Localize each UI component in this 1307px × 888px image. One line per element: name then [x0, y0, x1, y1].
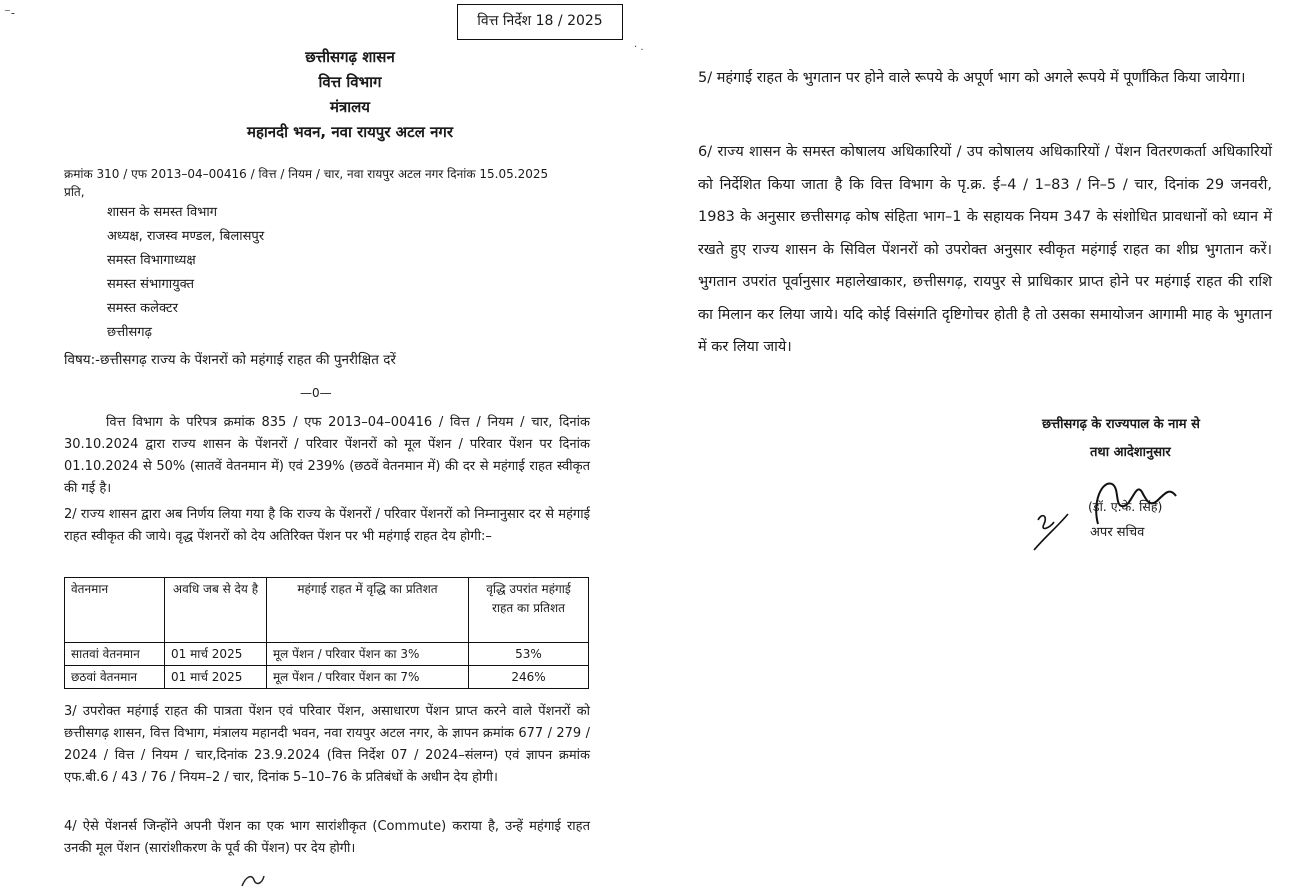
relief-rate-table	[64, 577, 589, 689]
recipient-item: समस्त कलेक्टर	[107, 301, 178, 316]
table-cell: 01 मार्च 2025	[165, 643, 267, 666]
table-header-cell: वेतनमान	[65, 578, 165, 643]
table-cell: छठवां वेतनमान	[65, 666, 165, 689]
right-page	[634, 0, 1307, 888]
paragraph-3: 3/ उपरोक्त महंगाई राहत की पात्रता पेंशन एवं परिवार पेंशन, असाधारण पेंशन प्राप्त करने वाले पेंशनरों को छत्तीसगढ़ शासन, वित्त विभाग, मंत्रालय महानदी भवन, नवा रायपुर अटल नगर, के ज्ञापन क्रमांक 677 / 279 / 2024 / वित्त / नियम / चार,दिनांक 23.9.2024 (वित्त निर्देश 07 / 2024–संलग्न) एवं ज्ञापन क्रमांक एफ.बी.6 / 43 / 76 / नियम–2 / चार, दिनांक 5–10–76 के प्रतिबंधों के अधीन देय होगी।	[64, 704, 590, 785]
header-department: वित्त विभाग	[318, 73, 382, 91]
table-cell: मूल पेंशन / परिवार पेंशन का 7%	[267, 666, 469, 689]
recipient-item: समस्त संभागायुक्त	[107, 277, 195, 292]
page-mark-icon	[238, 872, 268, 888]
table-cell: 01 मार्च 2025	[165, 666, 267, 689]
signatory-name: (डॉ. ए.के. सिंह)	[1088, 499, 1163, 514]
recipient-item: छत्तीसगढ़	[107, 325, 152, 340]
table-row	[65, 666, 589, 689]
recipient-item: अध्यक्ष, राजस्व मण्डल, बिलासपुर	[107, 229, 265, 244]
separator: —0—	[300, 386, 332, 400]
paragraph-4: 4/ ऐसे पेंशनर्स जिन्होंने अपनी पेंशन का एक भाग सारांशीकृत (Commute) कराया है, उन्हें महंगाई राहत उनकी मूल पेंशन (सारांशीकरण के पूर्व की पेंशन) पर देय होगी।	[64, 819, 590, 856]
scan-mark: · .	[634, 42, 644, 53]
paragraph-5: 5/ महंगाई राहत के भुगतान पर होने वाले रूपये के अपूर्ण भाग को अगले रूपये में पूर्णांकित किया जायेगा।	[698, 70, 1246, 86]
table-header-cell: वृद्धि उपरांत महंगाई राहत का प्रतिशत	[469, 578, 589, 643]
reference-line: क्रमांक 310 / एफ 2013–04–00416 / वित्त / नियम / चार, नवा रायपुर अटल नगर दिनांक 15.05.2025	[64, 167, 549, 181]
table-header-row	[65, 578, 589, 643]
scan-mark: ⁻˗	[4, 6, 15, 21]
recipient-item: शासन के समस्त विभाग	[107, 205, 218, 220]
recipient-item: समस्त विभागाध्यक्ष	[107, 253, 196, 268]
signature-authority-line: छत्तीसगढ़ के राज्यपाल के नाम से	[1042, 417, 1200, 432]
header-government: छत्तीसगढ़ शासन	[305, 48, 395, 66]
left-page	[0, 0, 650, 888]
header-address: महानदी भवन, नवा रायपुर अटल नगर	[246, 123, 454, 141]
subject-line: विषय:-छत्तीसगढ़ राज्य के पेंशनरों को महंगाई राहत की पुनरीक्षित दरें	[64, 352, 396, 368]
document-number-box: वित्त निर्देश 18 / 2025	[457, 4, 623, 40]
table-header-cell: अवधि जब से देय है	[165, 578, 267, 643]
table-cell: मूल पेंशन / परिवार पेंशन का 3%	[267, 643, 469, 666]
header-ministry: मंत्रालय	[329, 98, 370, 116]
table-cell: 53%	[469, 643, 589, 666]
paragraph-1: वित्त विभाग के परिपत्र क्रमांक 835 / एफ 2013–04–00416 / वित्त / नियम / चार, दिनांक 30.10.2024 द्वारा राज्य शासन के पेंशनरों / परिवार पेंशनरों को मूल पेंशन / परिवार पेंशन पर दिनांक 01.10.2024 से 50% (सातवें वेतनमान में) एवं 239% (छठवें वेतनमान में) की दर से महंगाई राहत स्वीकृत की गई है।	[64, 415, 590, 496]
table-row	[65, 643, 589, 666]
signature-order-line: तथा आदेशानुसार	[1090, 445, 1171, 460]
paragraph-2: 2/ राज्य शासन द्वारा अब निर्णय लिया गया है कि राज्य के पेंशनरों / परिवार पेंशनरों को निम्नानुसार दर से महंगाई राहत स्वीकृत की जाये। वृद्ध पेंशनरों को देय अतिरिक्त पेंशन पर भी महंगाई राहत देय होगी:–	[64, 507, 590, 544]
table-header-cell: महंगाई राहत में वृद्धि का प्रतिशत	[267, 578, 469, 643]
prati-label: प्रति,	[64, 185, 85, 199]
signatory-designation: अपर सचिव	[1090, 525, 1145, 540]
paragraph-6: 6/ राज्य शासन के समस्त कोषालय अधिकारियों / उप कोषालय अधिकारियों / पेंशन वितरणकर्ता अधिकारियों को निर्देशित किया जाता है कि वित्त विभाग के पृ.क्र. ई–4 / 1–83 / नि–5 / चार, दिनांक 29 जनवरी, 1983 के अनुसार छत्तीसगढ़ कोष संहिता भाग–1 के सहायक नियम 347 के संशोधित प्रावधानों को ध्यान में रखते हुए राज्य शासन के सिविल पेंशनरों को उपरोक्त अनुसार स्वीकृत महंगाई राहत का शीघ्र भुगतान करें। भुगतान उपरांत पूर्वानुसार महालेखाकार, छत्तीसगढ़, रायपुर से प्राधिकार प्राप्त होने पर महंगाई राहत की राशि का मिलान कर लिया जाये। यदि कोई विसंगति दृष्टिगोचर होती है तो उसका समायोजन आगामी माह के भुगतान में कर लिया जाये।	[698, 144, 1272, 355]
table-cell: 246%	[469, 666, 589, 689]
table-cell: सातवां वेतनमान	[65, 643, 165, 666]
